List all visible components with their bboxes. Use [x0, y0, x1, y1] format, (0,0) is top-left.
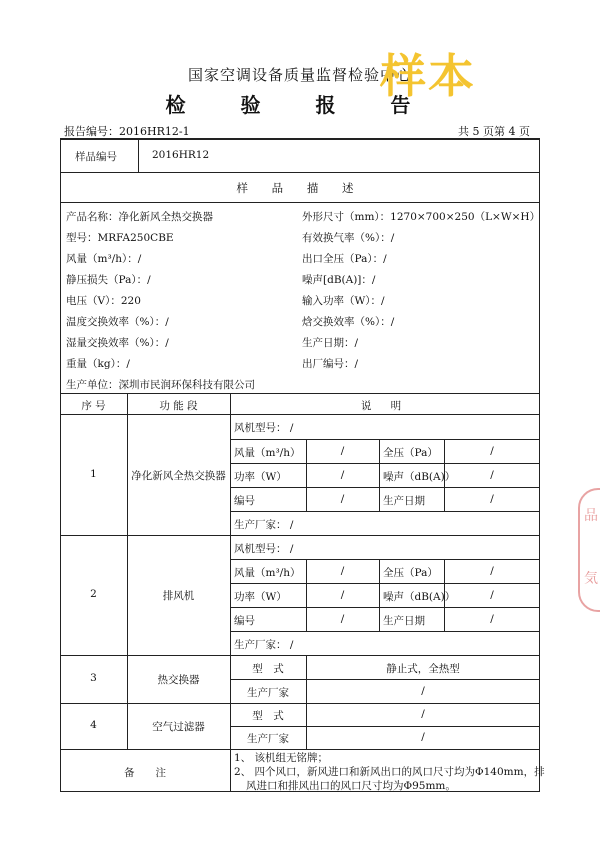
- section-2-fan-model: 风机型号： /: [234, 543, 294, 555]
- remarks-label: 备 注: [124, 767, 166, 779]
- divider: [60, 202, 540, 203]
- divider: [230, 607, 540, 608]
- divider: [230, 439, 540, 440]
- section-3-name: 热交换器: [157, 674, 200, 686]
- desc-left-5: 温度交换效率（%）：/: [66, 316, 169, 328]
- sample-no-label: 样品编号: [75, 151, 117, 163]
- divider: [60, 655, 540, 656]
- s1-value: /: [490, 445, 494, 457]
- s3-value: /: [421, 685, 425, 697]
- desc-right-3: 噪声[dB(A)]：/: [302, 274, 376, 286]
- s3-label: 型 式: [252, 663, 284, 675]
- divider: [60, 535, 540, 536]
- desc-left-1: 型号：MRFA250CBE: [66, 232, 174, 244]
- divider: [230, 511, 540, 512]
- desc-left-2: 风量（m³/h）：/: [66, 253, 142, 265]
- desc-left-6: 湿量交换效率（%）：/: [66, 337, 169, 349]
- s2-value: /: [490, 589, 494, 601]
- s2-label: 全压（Pa）: [383, 567, 438, 579]
- s2-value: /: [490, 565, 494, 577]
- divider: [230, 583, 540, 584]
- remark-line-2: 2、 四个风口，新风进口和新风出口的风口尺寸均为Φ140mm，排: [234, 766, 545, 778]
- desc-right-7: 出厂编号：/: [302, 358, 359, 370]
- section-1-name: 净化新风全热交换器: [131, 470, 226, 482]
- s2-label: 生产日期: [383, 615, 425, 627]
- divider: [230, 749, 231, 792]
- desc-left-4: 电压（V）：220: [66, 295, 141, 307]
- divider: [138, 138, 139, 172]
- divider: [379, 559, 380, 631]
- s2-label: 噪声（dB(A)）: [383, 591, 456, 603]
- s2-value: /: [490, 613, 494, 625]
- s1-label: 全压（Pa）: [383, 447, 438, 459]
- divider: [60, 393, 540, 394]
- divider: [60, 703, 540, 704]
- s1-label: 功率（W）: [234, 471, 287, 483]
- s3-value: 静止式，全热型: [386, 663, 460, 675]
- section-2-name: 排风机: [162, 590, 195, 602]
- s2-label: 功率（W）: [234, 591, 287, 603]
- s1-value: /: [490, 493, 494, 505]
- page-info: 共 5 页第 4 页: [458, 125, 530, 138]
- desc-right-2: 出口全压（Pa）：/: [302, 253, 387, 265]
- top-rule: [60, 138, 540, 140]
- sample-stamp: 样本: [380, 49, 476, 103]
- desc-right-5: 焓交换效率（%）：/: [302, 316, 395, 328]
- s1-label: 生产日期: [383, 495, 425, 507]
- divider: [379, 439, 380, 511]
- divider: [60, 414, 540, 415]
- s4-value: /: [421, 731, 425, 743]
- divider: [230, 631, 540, 632]
- s4-label: 生产厂家: [247, 733, 289, 745]
- seal-fragment-icon: 気: [584, 571, 598, 587]
- section-4-no: 4: [90, 719, 97, 731]
- s2-label: 风量（m³/h）: [234, 567, 301, 579]
- s3-label: 生产厂家: [247, 687, 289, 699]
- section-4-name: 空气过滤器: [152, 721, 205, 733]
- remark-line-1: 1、 该机组无铭牌；: [234, 752, 329, 764]
- section-1-no: 1: [90, 468, 97, 480]
- section-3-no: 3: [90, 672, 97, 684]
- s2-value: /: [340, 589, 345, 601]
- section-1-maker: 生产厂家： /: [234, 519, 294, 531]
- s4-label: 型 式: [252, 710, 284, 722]
- remark-line-3: 风进口和排风出口的风口尺寸均为Φ95mm。: [246, 780, 456, 792]
- col-header-no: 序 号: [81, 400, 106, 412]
- sample-no-value: 2016HR12: [152, 149, 210, 161]
- divider: [230, 559, 540, 560]
- section-1-fan-model: 风机型号： /: [234, 422, 294, 434]
- section-2-no: 2: [90, 588, 97, 600]
- divider: [230, 463, 540, 464]
- col-header-section: 功 能 段: [159, 400, 198, 412]
- manufacturer: 生产单位：深圳市民润环保科技有限公司: [66, 379, 255, 391]
- s1-label: 编号: [234, 495, 255, 507]
- divider: [127, 393, 128, 749]
- s1-label: 噪声（dB(A)）: [383, 471, 456, 483]
- report-title: 检 验 报 告: [165, 93, 435, 117]
- desc-left-3: 静压损失（Pa）：/: [66, 274, 151, 286]
- s2-label: 编号: [234, 615, 255, 627]
- s2-value: /: [340, 565, 345, 577]
- desc-right-4: 输入功率（W）：/: [302, 295, 385, 307]
- section-2-maker: 生产厂家： /: [234, 639, 294, 651]
- report-number: 报告编号：2016HR12-1: [64, 125, 190, 138]
- desc-right-1: 有效换气率（%）：/: [302, 232, 395, 244]
- s1-value: /: [340, 445, 345, 457]
- desc-right-6: 生产日期：/: [302, 337, 359, 349]
- divider: [230, 679, 540, 680]
- divider: [60, 172, 540, 173]
- s4-value: /: [421, 708, 425, 720]
- desc-right-0: 外形尺寸（mm）：1270×700×250（L×W×H）: [302, 211, 541, 223]
- s2-value: /: [340, 613, 345, 625]
- divider: [230, 726, 540, 727]
- s1-value: /: [490, 469, 494, 481]
- desc-left-7: 重量（kg）：/: [66, 358, 130, 370]
- description-heading: 样 品 描 述: [236, 181, 364, 195]
- s1-value: /: [340, 493, 345, 505]
- s1-value: /: [340, 469, 345, 481]
- divider: [230, 487, 540, 488]
- s1-label: 风量（m³/h）: [234, 447, 301, 459]
- col-header-desc: 说 明: [360, 400, 410, 412]
- org-title: 国家空调设备质量监督检验中心: [187, 66, 412, 84]
- seal-fragment-icon: 品: [584, 508, 598, 524]
- desc-left-0: 产品名称：净化新风全热交换器: [66, 211, 213, 223]
